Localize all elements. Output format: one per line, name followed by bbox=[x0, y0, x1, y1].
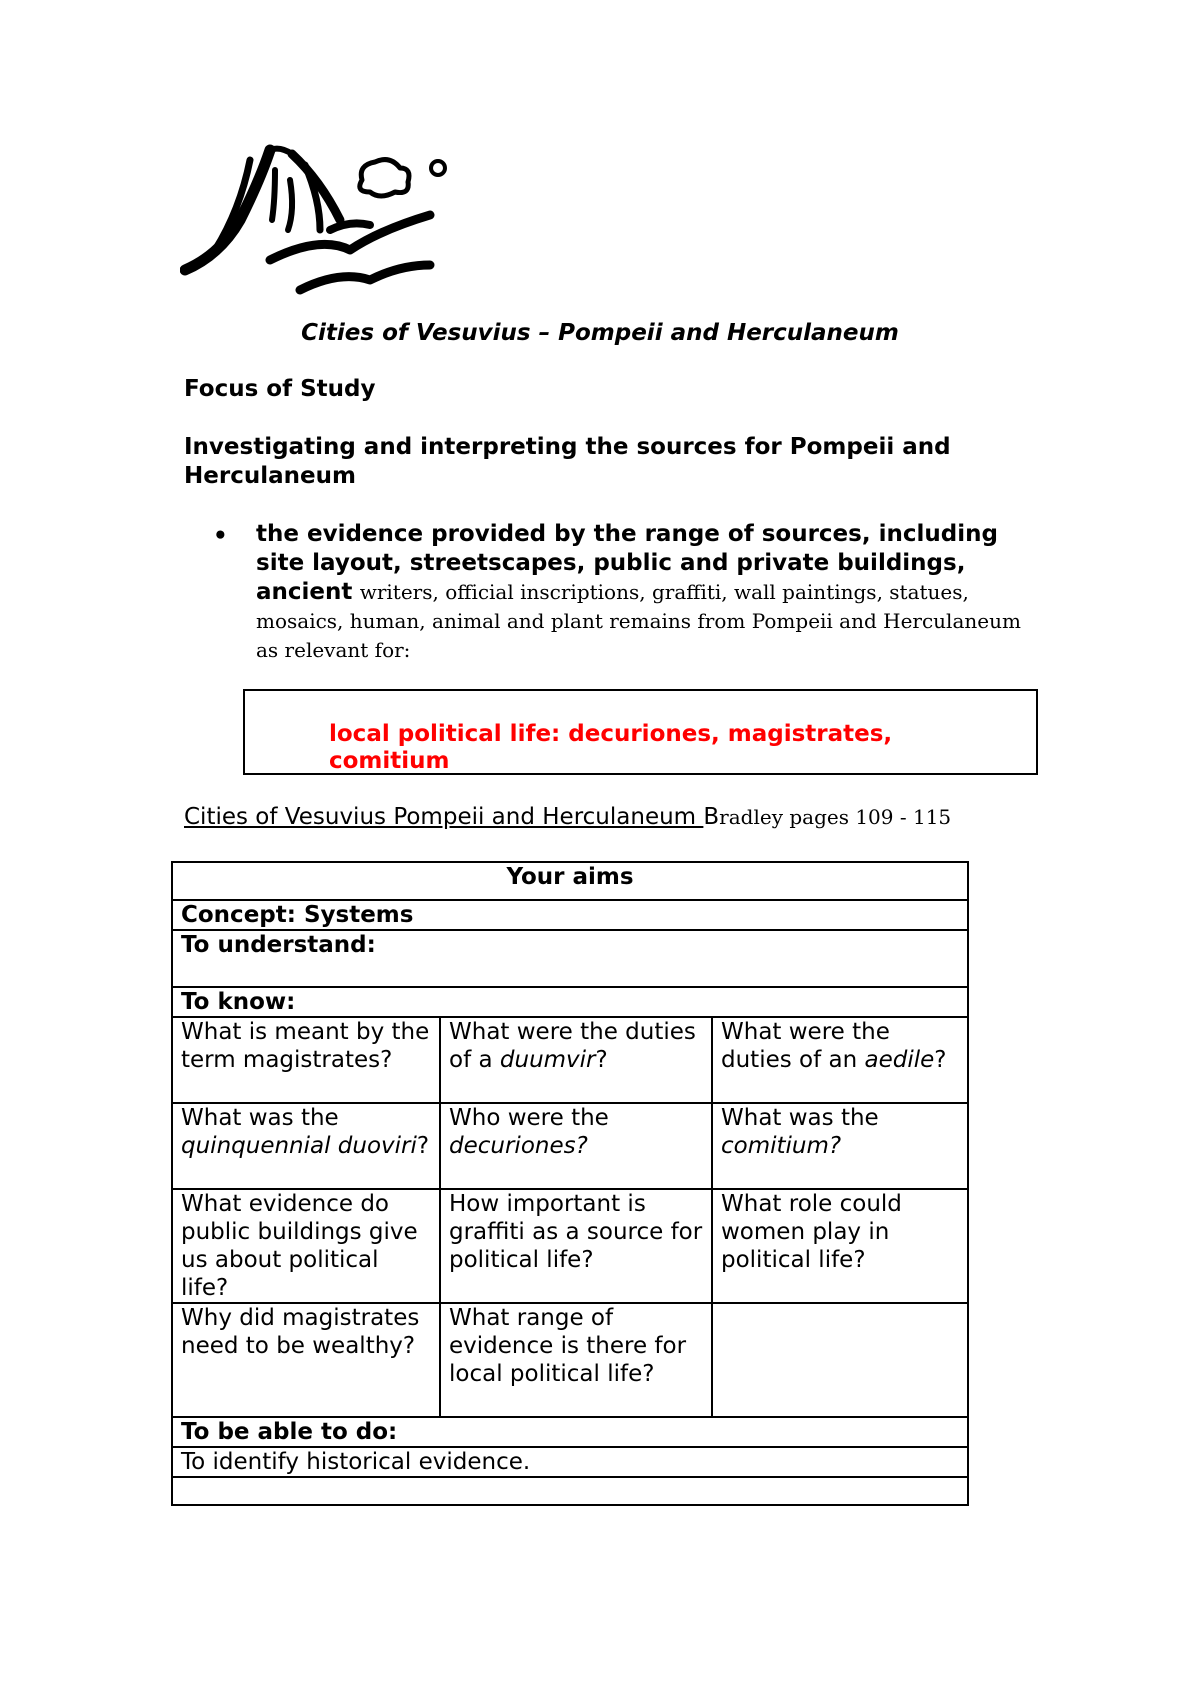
aims-table bbox=[171, 861, 969, 1506]
question-cell: What role could women play in political life? bbox=[712, 1189, 968, 1303]
question-cell: What evidence do public buildings give us about political life? bbox=[172, 1189, 440, 1303]
question-cell: What was the quinquennial duoviri? bbox=[172, 1103, 440, 1189]
focus-box-text: local political life: decuriones, magistrates, comitium bbox=[329, 721, 893, 774]
table-row bbox=[172, 1477, 968, 1505]
document-title: Cities of Vesuvius – Pompeii and Herculaneum bbox=[301, 320, 899, 346]
question-cell: How important is graffiti as a source for political life? bbox=[440, 1189, 712, 1303]
blank-row bbox=[172, 1477, 968, 1505]
question-cell bbox=[712, 1303, 968, 1417]
focus-heading: Focus of Study bbox=[184, 376, 376, 402]
question-cell: What is meant by the term magistrates? bbox=[172, 1017, 440, 1103]
vesuvius-volcano-logo-icon bbox=[180, 140, 480, 300]
table-row bbox=[172, 1017, 968, 1103]
table-row bbox=[172, 1189, 968, 1303]
bullet-plain-text: writers, official inscriptions, graffiti, wall paintings, statues, mosaics, human, animal and plant remains from Pompeii and Herculaneum as relevant for: bbox=[256, 580, 1021, 662]
table-header: Your aims bbox=[172, 862, 968, 900]
question-cell: What was the comitium? bbox=[712, 1103, 968, 1189]
bullet-icon: • bbox=[213, 523, 228, 549]
table-row bbox=[172, 1303, 968, 1417]
question-cell: What were the duties of a duumvir? bbox=[440, 1017, 712, 1103]
table-row bbox=[172, 987, 968, 1017]
question-cell: Why did magistrates need to be wealthy? bbox=[172, 1303, 440, 1417]
investigating-heading: Investigating and interpreting the sources for Pompeii and Herculaneum bbox=[184, 434, 951, 489]
table-row bbox=[172, 900, 968, 930]
identify-row: To identify historical evidence. bbox=[172, 1447, 968, 1477]
understand-row: To understand: bbox=[172, 930, 968, 987]
table-row bbox=[172, 862, 968, 900]
reading-pages: radley pages 109 - 115 bbox=[719, 805, 952, 829]
focus-box bbox=[243, 689, 1038, 775]
question-cell: What range of evidence is there for local political life? bbox=[440, 1303, 712, 1417]
question-cell: Who were the decuriones? bbox=[440, 1103, 712, 1189]
table-row bbox=[172, 1103, 968, 1189]
question-cell: What were the duties of an aedile? bbox=[712, 1017, 968, 1103]
know-row: To know: bbox=[172, 987, 968, 1017]
bullet-bold-text: the evidence provided by the range of sources, including site layout, streetscapes, public and private buildings, ancient bbox=[256, 521, 998, 605]
table-row bbox=[172, 930, 968, 987]
bullet-item bbox=[256, 520, 1046, 665]
table-row bbox=[172, 1447, 968, 1477]
table-row bbox=[172, 1417, 968, 1447]
reading-initial: B bbox=[703, 804, 720, 830]
concept-row: Concept: Systems bbox=[172, 900, 968, 930]
able-row: To be able to do: bbox=[172, 1417, 968, 1447]
reading-title: Cities of Vesuvius Pompeii and Herculaneum bbox=[184, 804, 704, 830]
reading-reference bbox=[184, 804, 951, 830]
